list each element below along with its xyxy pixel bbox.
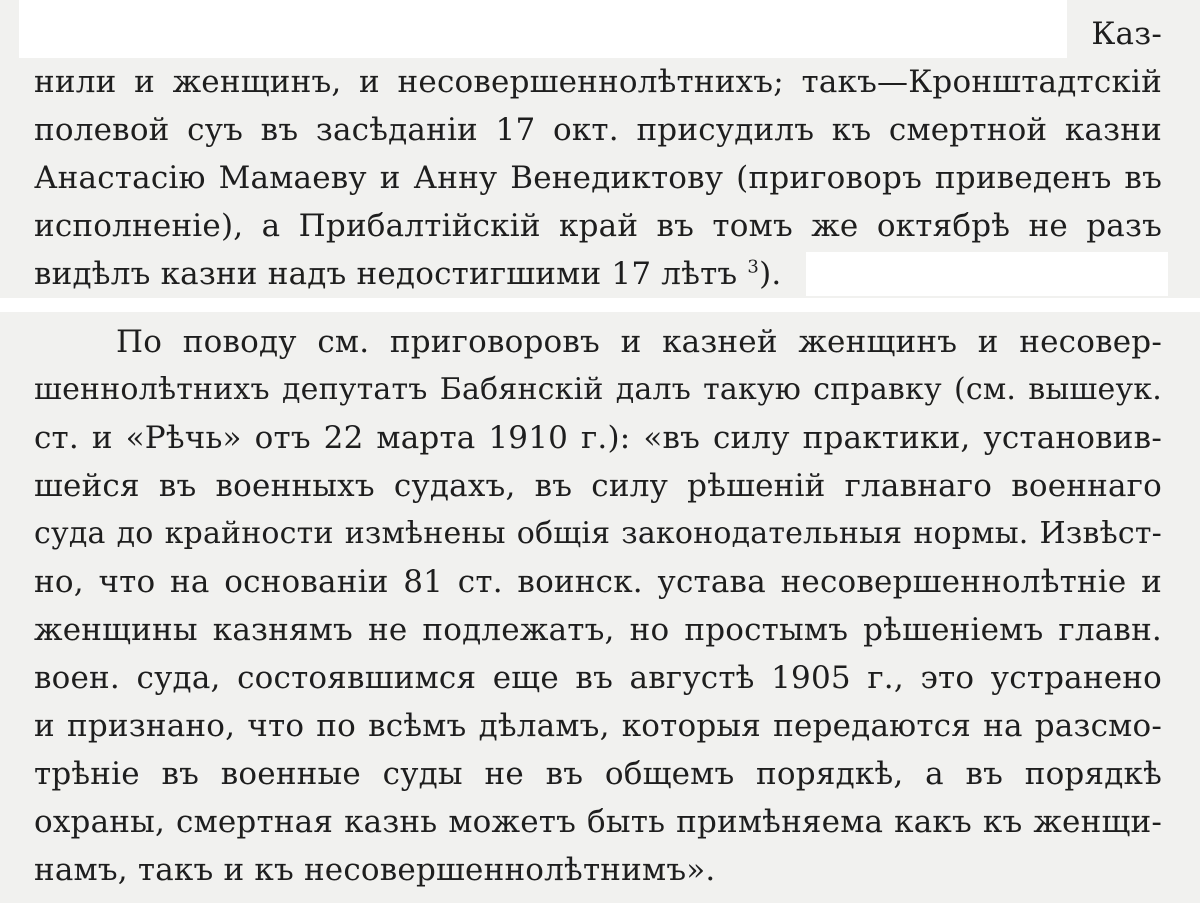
paragraph-line: трѣнiе въ военные суды не въ общемъ порядкѣ, а въ порядкѣ [34,756,1162,792]
text-line: полевой суъ въ засѣданiи 17 окт. присудилъ къ смертной казни [34,112,1162,148]
text-line: Каз- [1091,16,1162,52]
paragraph-line: ст. и «Рѣчь» отъ 22 марта 1910 г.): «въ силу практики, установив- [34,420,1162,456]
text-line: исполненiе), а Прибалтiйскiй край въ томъ же октябрѣ не разъ [34,208,1162,244]
text-line: нили и женщинъ, и несовершеннолѣтнихъ; такъ—Кронштадтскiй [34,64,1162,100]
paragraph-line: воен. суда, состоявшимся еще въ августѣ 1905 г., это устранено [34,660,1162,696]
text-line-tail: ). [759,256,782,292]
text-line-body: видѣлъ казни надъ недостигшими 17 лѣтъ [34,256,738,292]
redaction-inline [806,252,1168,296]
paragraph-line: но, что на основанiи 81 ст. воинск. устава несовершеннолѣтнiе и [34,564,1162,600]
text-line-last [34,254,781,294]
paragraph-line: и признано, что по всѣмъ дѣламъ, которыя передаются на разсмо- [34,708,1162,744]
text-line: Анастасiю Мамаеву и Анну Венедиктову (приговоръ приведенъ въ [34,160,1162,196]
paragraph-line: женщины казнямъ не подлежатъ, но простымъ рѣшенiемъ главн. [34,612,1162,648]
paragraph-line: шеннолѣтнихъ депутатъ Бабянскiй далъ такую справку (см. вышеук. [34,372,1162,407]
paragraph-line: охраны, смертная казнь можетъ быть примѣняема какъ къ женщи- [34,804,1162,840]
paragraph-line-last: намъ, такъ и къ несовершеннолѣтнимъ». [34,852,716,888]
upper-text-block [0,0,1200,298]
paragraph-block [0,312,1200,903]
paragraph-line: По поводу см. приговоровъ и казней женщинъ и несовер- [116,324,1162,360]
paragraph-line: шейся въ военныхъ судахъ, въ силу рѣшенiй главнаго военнаго [34,468,1162,504]
footnote-ref: 3 [747,256,760,278]
paragraph-line: суда до крайности измѣнены общiя законодательныя нормы. Извѣст- [34,516,1162,551]
redaction-top [19,0,1067,58]
